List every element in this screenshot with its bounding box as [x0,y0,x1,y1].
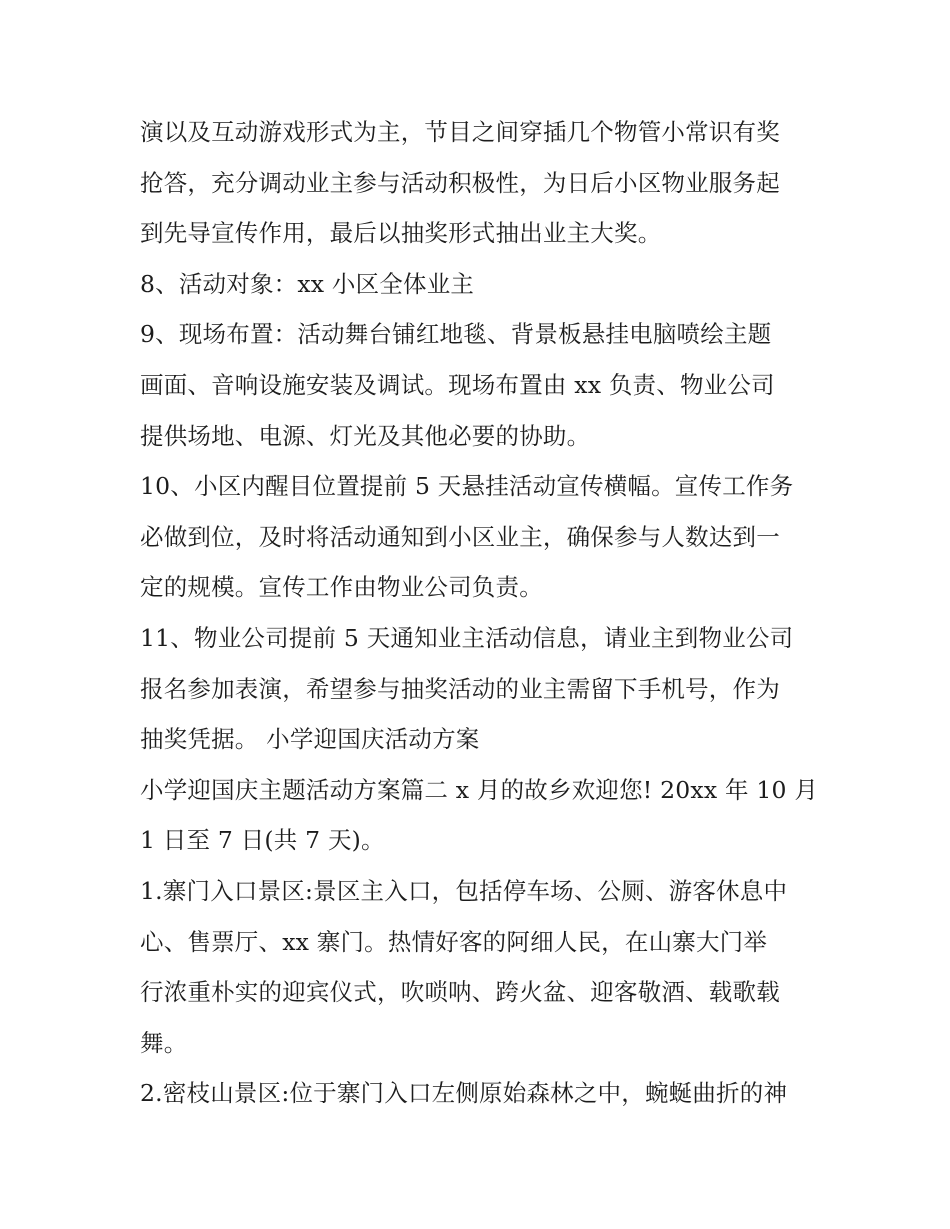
text-line: 舞。 [140,1028,188,1057]
text-line: 画面、音响设施安装及调试。现场布置由 xx 负责、物业公司 [140,370,775,399]
text-line: 必做到位，及时将活动通知到小区业主，确保参与人数达到一 [140,522,780,551]
text-line: 8、活动对象：xx 小区全体业主 [140,269,475,298]
text-line: 9、现场布置：活动舞台铺红地毯、背景板悬挂电脑喷绘主题 [140,320,772,349]
document-body [140,107,820,1119]
text-line: 演以及互动游戏形式为主，节目之间穿插几个物管小常识有奖 [140,118,780,146]
text-line: 定的规模。宣传工作由物业公司负责。 [140,573,543,602]
text-line: 心、售票厅、xx 寨门。热情好客的阿细人民，在山寨大门举 [140,927,768,956]
text-line: 1 日至 7 日(共 7 天)。 [140,826,385,855]
text-line: 小学迎国庆主题活动方案篇二 x 月的故乡欢迎您! 20xx 年 10 月 [140,775,819,804]
text-line: 10、小区内醒目位置提前 5 天悬挂活动宣传横幅。宣传工作务 [140,472,794,501]
text-line: 行浓重朴实的迎宾仪式，吹唢呐、跨火盆、迎客敬酒、载歌载 [140,978,780,1007]
text-line: 抢答，充分调动业主参与活动积极性，为日后小区物业服务起 [140,168,780,197]
text-line: 11、物业公司提前 5 天通知业主活动信息，请业主到物业公司 [140,623,794,652]
text-line: 到先导宣传作用，最后以抽奖形式抽出业主大奖。 [140,219,662,248]
text-line: 提供场地、电源、灯光及其他必要的协助。 [140,421,591,450]
text-line: 抽奖凭据。 小学迎国庆活动方案 [140,725,480,754]
text-line: 1.寨门入口景区:景区主入口，包括停车场、公厕、游客休息中 [140,876,788,905]
text-line: 报名参加表演，希望参与抽奖活动的业主需留下手机号，作为 [140,674,780,703]
text-line: 2.密枝山景区:位于寨门入口左侧原始森林之中，蜿蜒曲折的神 [140,1079,788,1108]
